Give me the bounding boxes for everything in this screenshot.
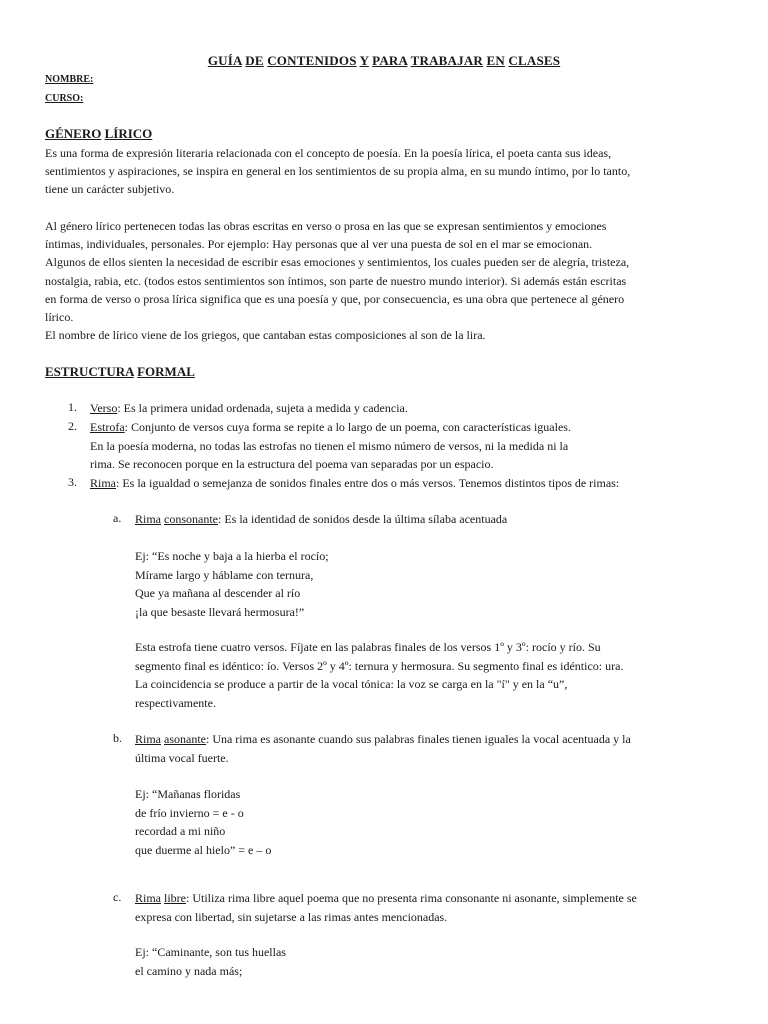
section-heading-estructura-formal: ESTRUCTURA FORMAL [45,364,195,379]
list-item-number: 3. [68,475,77,489]
list-item-verso: Verso: Es la primera unidad ordenada, sujeta a medida y cadencia. [90,401,408,415]
rhyme-libre: Rima libre: Utiliza rima libre aquel poema que no presenta rima consonante ni asonante, simplemente se expresa con libertad, sin sujetarse a las rimas antes mencionadas. [135,891,637,924]
list-item-number: 1. [68,400,77,414]
example-consonante: Ej: “Es noche y baja a la hierba el rocío; Mírame largo y háblame con ternura, Que ya mañana al descender al río ¡la que besaste llevará hermosura!” [135,549,329,619]
example-libre: Ej: “Caminante, son tus huellas el camino y nada más; [135,945,286,978]
term-rima: Rima [90,476,116,490]
sublist-letter: a. [113,511,122,525]
curso-label: CURSO: [45,93,84,104]
list-item-estrofa: Estrofa: Conjunto de versos cuya forma se repite a lo largo de un poema, con características iguales. En la poesía moderna, no todas las estrofas no tienen el mismo número de versos, ni la medida ni la rima. Se reconocen porque en la estructura del poema van separadas por un espacio. [90,420,571,471]
explanation-consonante: Esta estrofa tiene cuatro versos. Fíjate en las palabras finales de los versos 1º y 3º: rocío y río. Su segmento final es idéntico: ío. Versos 2º y 4º: ternura y hermosura. Su segmento final es idéntico: ura. La coincidencia se produce a partir de la vocal tónica: la voz se carga en la "í" y en la “u”, respectivamente. [135,640,624,710]
rhyme-consonante: Rima consonante: Es la identidad de sonidos desde la última sílaba acentuada [135,512,508,526]
list-item-rima: Rima: Es la igualdad o semejanza de sonidos finales entre dos o más versos. Tenemos distintos tipos de rimas: [90,476,620,490]
genre-paragraph: Al género lírico pertenecen todas las obras escritas en verso o prosa en las que se expresan sentimientos y emociones íntimas, individuales, personales. Por ejemplo: Hay personas que al ver una puesta de sol en el mar se emocionan. Algunos de ellos sienten la necesidad de escribir esas emociones y sentimientos, los cuales pueden ser de alegría, tristeza, nostalgia, rabia, etc. (todos estos sentimientos son íntimos, son parte de nuestro mundo interior). Si además están escritas en forma de verso o prosa lírica significa que es una poesía y que, por consecuencia, es una obra que pertenece al género lírico. El nombre de lírico viene de los griegos, que cantaban estas composiciones al son de la lira. [45,219,630,343]
term-estrofa: Estrofa [90,420,125,434]
section-heading-genero-lirico: GÉNERO LÍRICO [45,126,153,141]
sublist-letter: b. [113,731,122,745]
term-verso: Verso [90,401,118,415]
example-asonante: Ej: “Mañanas floridas de frío invierno = e - o recordad a mi niño que duerme al hielo” = e – o [135,787,272,857]
sublist-letter: c. [113,890,122,904]
list-item-number: 2. [68,419,77,433]
intro-paragraph: Es una forma de expresión literaria relacionada con el concepto de poesía. En la poesía lírica, el poeta canta sus ideas, sentimientos y aspiraciones, se inspira en general en los sentimientos de su propia alma, en su mundo íntimo, por lo tanto, tiene un carácter subjetivo. [45,146,631,197]
page-title: GUÍA DE CONTENIDOS Y PARA TRABAJAR EN CLASES [207,53,561,68]
rhyme-asonante: Rima asonante: Una rima es asonante cuando sus palabras finales tienen iguales la vocal acentuada y la última vocal fuerte. [135,732,631,765]
nombre-label: NOMBRE: [45,74,94,85]
